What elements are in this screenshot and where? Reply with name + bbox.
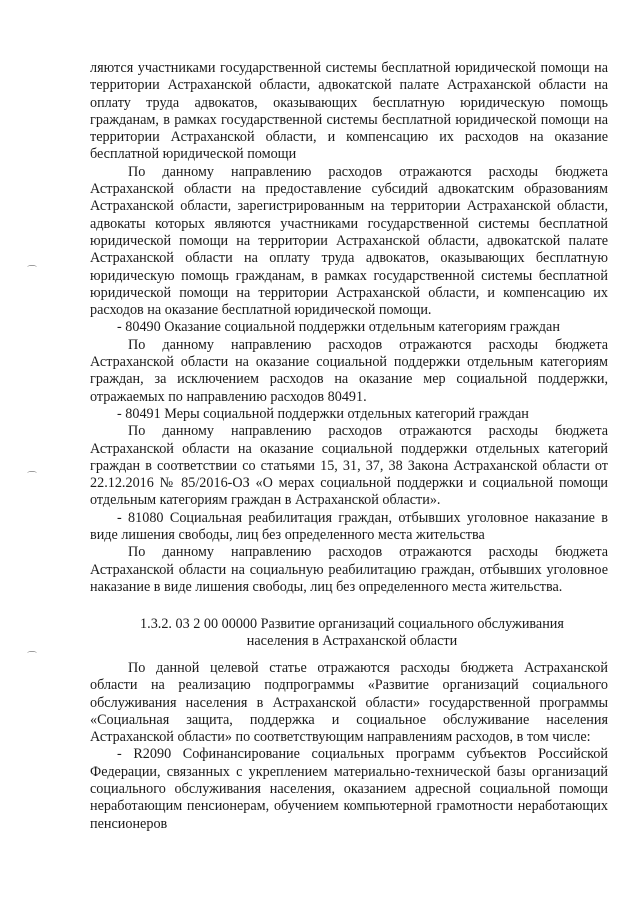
document-body-bottom: [90, 660, 608, 833]
list-item-81080: - 81080 Социальная реабилитация граждан, отбывших уголовное наказание в виде лишения свободы, лиц без определенного места жительства: [90, 509, 608, 544]
section-heading-line1: 1.3.2. 03 2 00 00000 Развитие организаций социального обслуживания: [140, 616, 564, 632]
list-item-R2090: - R2090 Софинансирование социальных программ субъектов Российской Федерации, связанных с укреплением материально-технической базы организаций социального обслуживания населения, оказанием адресной социальной помощи неработающим пенсионерам, обучением компьютерной грамотности неработающих пенсионеров: [90, 746, 608, 832]
paragraph-continuation: ляются участниками государственной системы бесплатной юридической помощи на территории Астраханской области, адвокатской палате Астраханской области на оплату труда адвокатов, оказывающих бесплатную юридическую помощь гражданам, в рамках государственной системы бесплатной юридической помощи на территории Астраханской области, и компенсацию их расходов на оказание бесплатной юридической помощи: [90, 60, 608, 163]
paragraph-direction: По данному направлению расходов отражаются расходы бюджета Астраханской области на предоставление субсидий адвокатским образованиям Астраханской области, зарегистрированным на территории Астраханской области, адвокаты которых являются участниками государственной системы бесплатной юридической помощи на территории Астраханской области, адвокатской палате Астраханской области на оплату труда адвокатов, оказывающих бесплатную юридическую помощь гражданам, в рамках государственной системы бесплатной юридической помощи на территории Астраханской области, и компенсацию их расходов на оказание бесплатной юридической помощи.: [90, 163, 608, 319]
paragraph-80490: По данному направлению расходов отражаются расходы бюджета Астраханской области на оказание социальной поддержки отдельным категориям граждан, за исключением расходов на оказание мер социальной поддержки, отражаемых по направлению расходов 80491.: [90, 336, 608, 405]
document-body-top: [90, 60, 608, 596]
list-item-80491: - 80491 Меры социальной поддержки отдельных категорий граждан: [117, 405, 529, 422]
section-heading-line2: населения в Астраханской области: [246, 633, 458, 650]
list-item-80490: - 80490 Оказание социальной поддержки отдельным категориям граждан: [117, 319, 560, 336]
margin-tick-mark: ⌒: [27, 472, 37, 483]
section-heading: [96, 616, 608, 651]
paragraph-81080: По данному направлению расходов отражаются расходы бюджета Астраханской области на социальную реабилитацию граждан, отбывших уголовное наказание в виде лишения свободы, лиц без определенного места жительства.: [90, 544, 608, 595]
paragraph-80491: По данному направлению расходов отражаются расходы бюджета Астраханской области на оказание социальной поддержки отдельных категорий граждан в соответствии со статьями 15, 31, 37, 38 Закона Астраханской области от 22.12.2016 № 85/2016-ОЗ «О мерах социальной поддержки и социальной помощи отдельным категориям граждан в Астраханской области».: [90, 423, 608, 509]
paragraph-target-article: По данной целевой статье отражаются расходы бюджета Астраханской области на реализацию подпрограммы «Развитие организаций социального обслуживания населения в Астраханской области» государственной программы «Социальная защита, поддержка и социальное обслуживание населения Астраханской области» по соответствующим направлениям расходов, в том числе:: [90, 660, 608, 746]
margin-tick-mark: ⌒: [27, 266, 37, 277]
margin-tick-mark: ⌒: [27, 652, 37, 663]
